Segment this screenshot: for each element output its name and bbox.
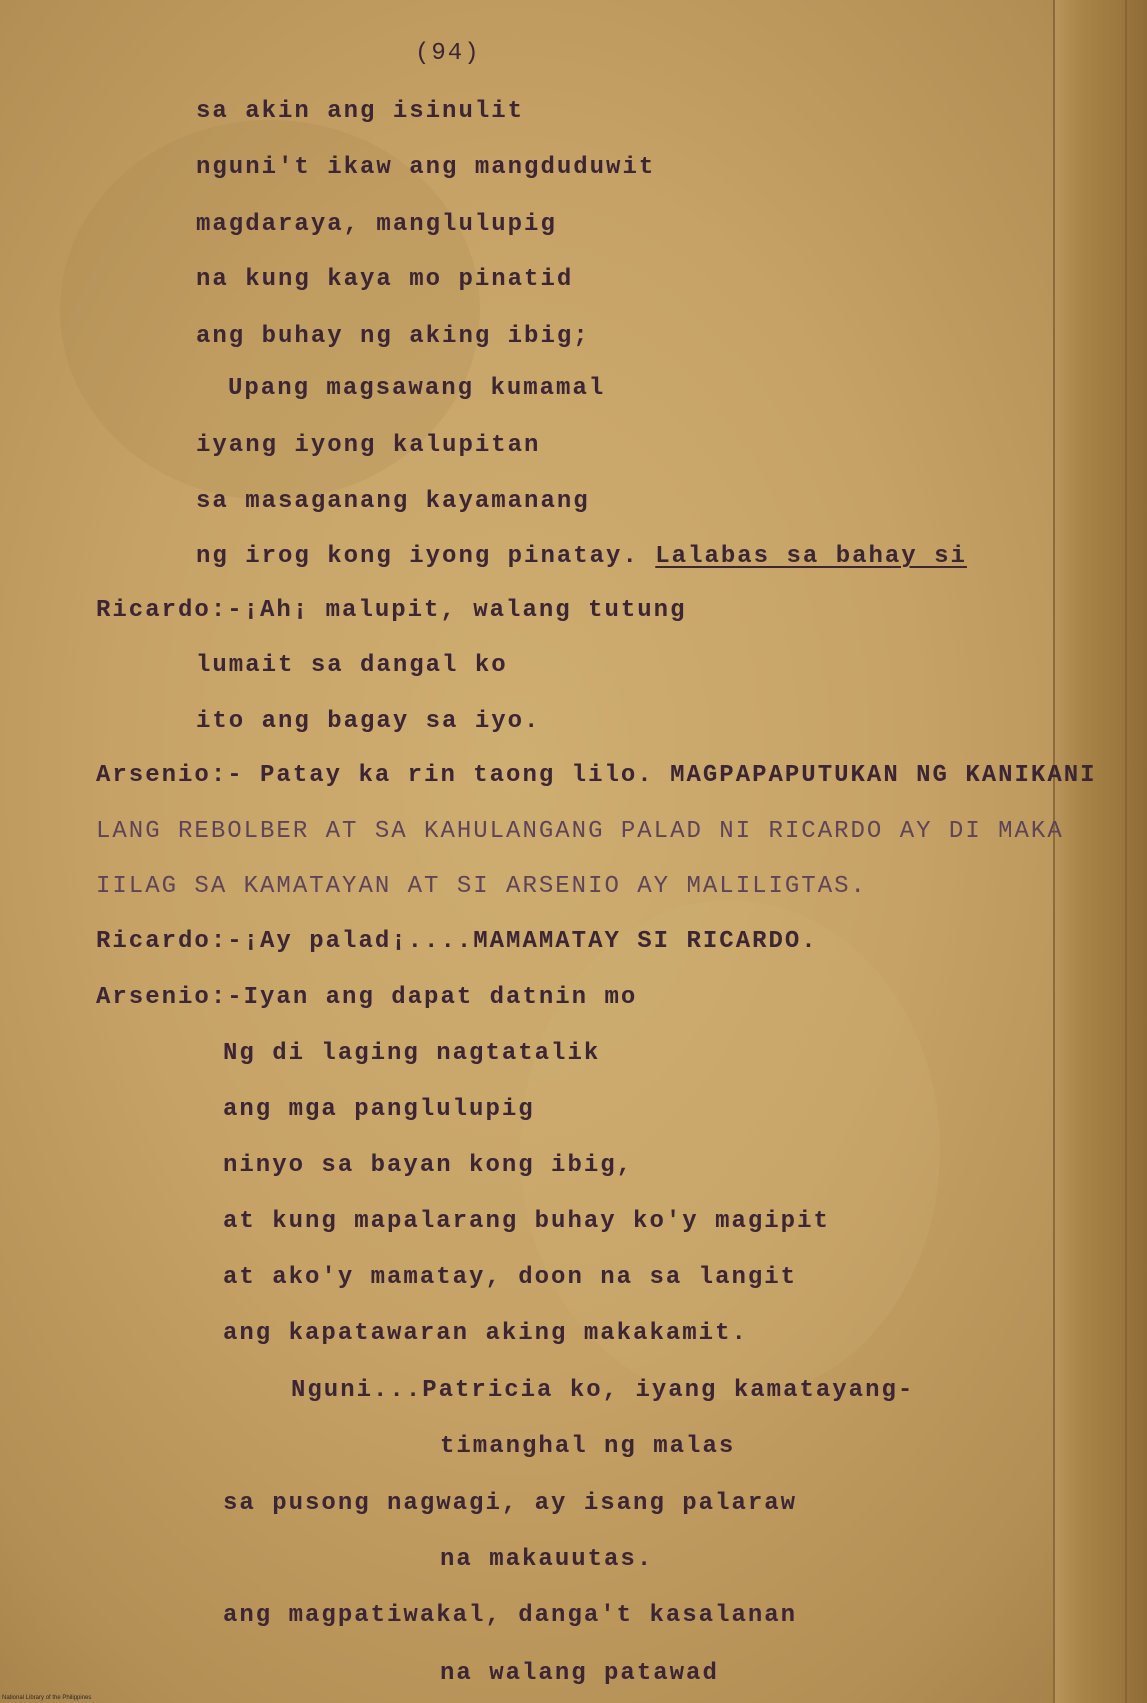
page-number: (94)	[415, 40, 481, 67]
verse-line: sa masaganang kayamanang	[196, 488, 590, 515]
stage-direction-line: IILAG SA KAMATAYAN AT SI ARSENIO AY MALILIGTAS.	[96, 873, 867, 900]
verse-line: na kung kaya mo pinatid	[196, 266, 574, 293]
dialogue-line: Ricardo:-¡Ay palad¡....MAMAMATAY SI RICARDO.	[96, 928, 818, 955]
verse-line: ninyo sa bayan kong ibig,	[223, 1152, 634, 1179]
verse-line-with-direction	[196, 543, 967, 571]
verse-line: ito ang bagay sa iyo.	[196, 708, 541, 735]
verse-line: lumait sa dangal ko	[196, 652, 508, 679]
verse-line: sa pusong nagwagi, ay isang palaraw	[223, 1490, 798, 1517]
library-watermark: National Library of the Philippines	[2, 1695, 92, 1701]
stage-direction-line: LANG REBOLBER AT SA KAHULANGANG PALAD NI RICARDO AY DI MAKA	[96, 818, 1064, 845]
verse-line: ang mga panglulupig	[223, 1096, 535, 1123]
verse-line: iyang iyong kalupitan	[196, 432, 541, 459]
verse-line: na walang patawad	[440, 1660, 719, 1687]
verse-line: ang kapatawaran aking makakamit.	[223, 1320, 748, 1347]
dialogue-line: Arsenio:-Iyan ang dapat datnin mo	[96, 984, 638, 1011]
verse-line: at kung mapalarang buhay ko'y magipit	[223, 1208, 830, 1235]
stage-direction: Lalabas sa bahay si	[655, 543, 967, 570]
verse-line: na makauutas.	[440, 1546, 654, 1573]
page-binding-edge	[1053, 0, 1147, 1703]
verse-line: Nguni...Patricia ko, iyang kamatayang-	[291, 1377, 915, 1404]
dialogue-line: Ricardo:-¡Ah¡ malupit, walang tutung	[96, 597, 687, 624]
verse-line: Upang magsawang kumamal	[228, 375, 606, 402]
dialogue-line: Arsenio:- Patay ka rin taong lilo. MAGPAPAPUTUKAN NG KANIKANI	[96, 762, 1097, 789]
verse-line: Ng di laging nagtatalik	[223, 1040, 601, 1067]
verse-line: at ako'y mamatay, doon na sa langit	[223, 1264, 798, 1291]
verse-line: timanghal ng malas	[440, 1433, 736, 1460]
verse-line: magdaraya, manglulupig	[196, 211, 557, 238]
verse-line-text: ng irog kong iyong pinatay.	[196, 543, 656, 570]
verse-line: sa akin ang isinulit	[196, 98, 525, 125]
verse-line: nguni't ikaw ang mangduduwit	[196, 154, 656, 181]
verse-line: ang buhay ng aking ibig;	[196, 323, 590, 350]
binding-fold-line	[1125, 0, 1127, 1703]
verse-line: ang magpatiwakal, danga't kasalanan	[223, 1602, 798, 1629]
